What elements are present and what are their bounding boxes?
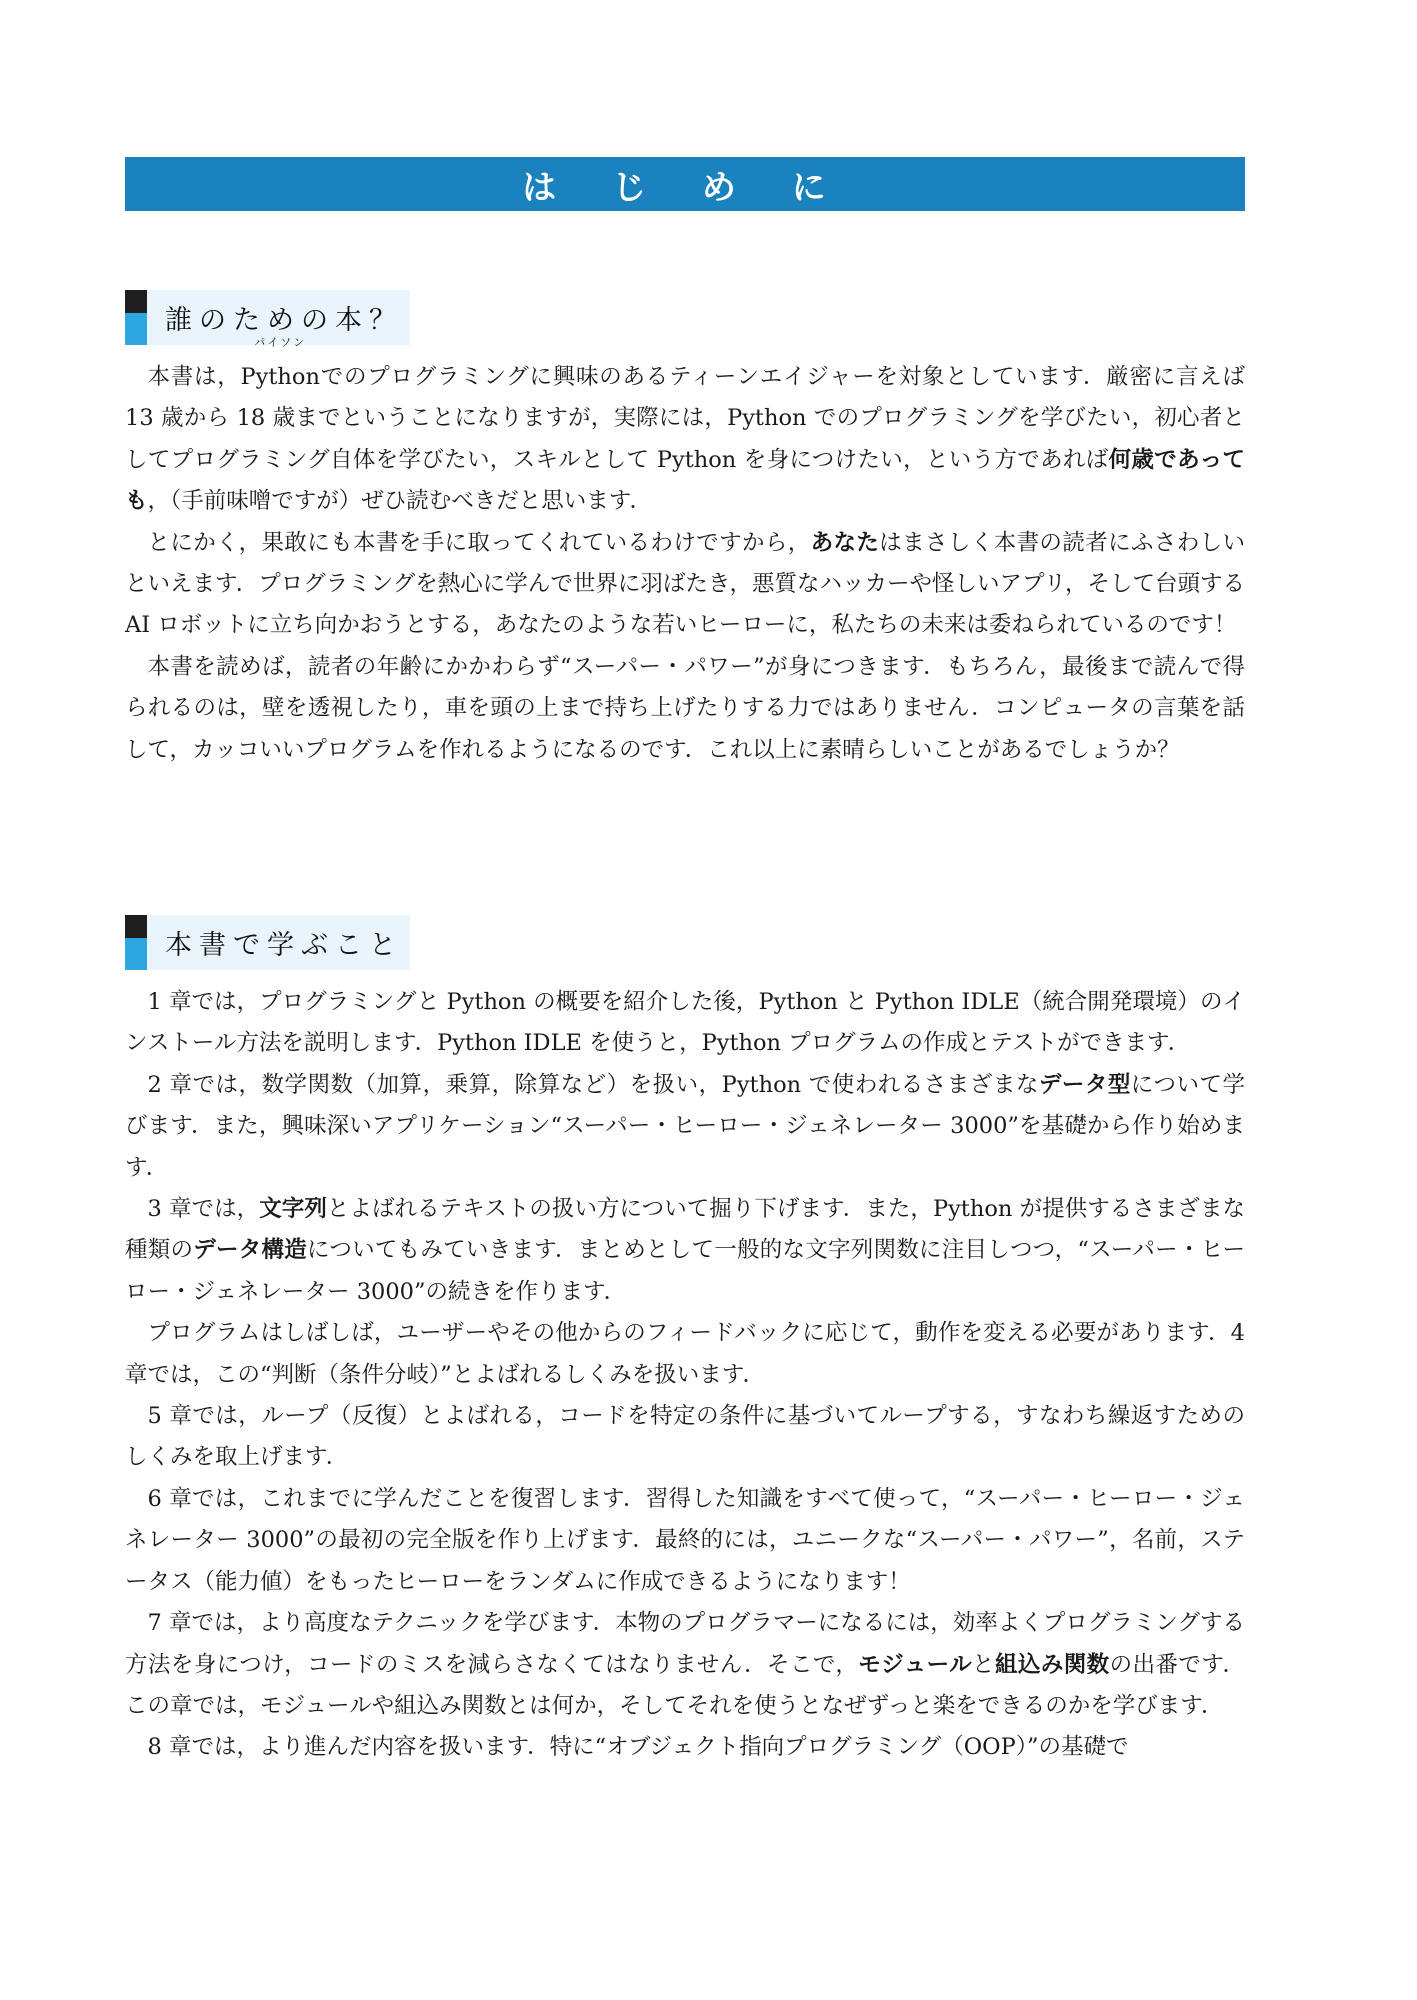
page-title-banner [125,157,1245,211]
paragraph: プログラムはしばしば，ユーザーやその他からのフィードバックに応じて，動作を変える必要があります．4 章では，この“判断（条件分岐）”とよばれるしくみを扱います． [125,1320,1245,1388]
section-heading-text: 本書で学ぶこと [165,930,403,961]
heading-marker [125,915,147,970]
section-body [125,336,1245,771]
emphasis: データ構造 [193,1237,308,1264]
paragraph: 1 章では，プログラミングと Python の概要を紹介した後，Python と Python IDLE（統合開発環境）のインストール方法を説明します．Python IDLE を使うと，Python プログラムの作成とテストができます． [125,989,1245,1057]
section-body [125,982,1245,1769]
section-who-is-this-for [125,290,1245,771]
heading-marker [125,290,147,345]
furigana: パイソン [254,336,307,349]
paragraph: 5 章では，ループ（反復）とよばれる，コードを特定の条件に基づいてループする，すなわち繰返すためのしくみを取上げます． [125,1403,1245,1471]
emphasis: 組込み関数 [994,1651,1110,1678]
paragraph: 6 章では，これまでに学んだことを復習します．習得した知識をすべて使って，“スーパー・ヒーロー・ジェネレーター 3000”の最初の完全版を作り上げます．最終的には，ユニークな“スーパー・パワー”，名前，ステータス（能力値）をもったヒーローをランダムに作成できるようになります！ [125,1485,1245,1595]
emphasis: 何歳であっても [125,446,1245,515]
emphasis: データ型 [1038,1071,1131,1098]
python-ruby: パイソン Python [240,336,320,390]
paragraph: 8 章では，より進んだ内容を扱います．特に“オブジェクト指向プログラミング（OOP）”の基礎で [147,1734,1129,1761]
section-heading [125,915,410,970]
paragraph: 2 章では，数学関数（加算，乗算，除算など）を扱い，Python で使われるさまざまなデータ型について学びます．また，興味深いアプリケーション“スーパー・ヒーロー・ジェネレーター 3000”を基礎から作り始めます． [125,1071,1245,1181]
paragraph: 本書を読めば，読者の年齢にかかわらず“スーパー・パワー”が身につきます．もちろん，最後まで読んで得られるのは，壁を透視したり，車を頭の上まで持ち上げたりする力ではありません．コンピュータの言葉を話して，カッコいいプログラムを作れるようになるのです．これ以上に素晴らしいことがあるでしょうか？ [125,653,1245,763]
paragraph: 7 章では，より高度なテクニックを学びます．本物のプログラマーになるには，効率よくプログラミングする方法を身につけ，コードのミスを減らさなくてはなりません．そこで，モジュールと組込み関数の出番です．この章では，モジュールや組込み関数とは何か，そしてそれを使うとなぜずっと楽をできるのかを学びます． [125,1610,1245,1719]
paragraph: 本書は， パイソン Pythonでのプログラミングに興味のあるティーンエイジャーを対象としています．厳密に言えば 13 歳から 18 歳までということになりますが，実際には，Python でのプログラミングを学びたい，初心者としてプログラミング自体を学びたい，スキルとして Python を身につけたい，という方であれば何歳であっても，（手前味噌ですが）ぜひ読むべきだと思います． [125,336,1245,515]
emphasis: あなた [810,529,880,556]
section-what-you-learn [125,915,1245,1769]
emphasis: 文字列 [259,1196,327,1223]
paragraph: とにかく，果敢にも本書を手に取ってくれているわけですから，あなたはまさしく本書の読者にふさわしいといえます．プログラミングを熱心に学んで世界に羽ばたき，悪質なハッカーや怪しいアプリ，そして台頭する AI ロボットに立ち向かおうとする，あなたのような若いヒーローに，私たちの未来は委ねられているのです！ [125,529,1245,639]
emphasis: モジュール [858,1651,973,1678]
page-title: は じ め に [522,167,848,208]
paragraph: 3 章では，文字列とよばれるテキストの扱い方について掘り下げます．また，Python が提供するさまざまな種類のデータ構造についてもみていきます．まとめとして一般的な文字列関数に注目しつつ，“スーパー・ヒーロー・ジェネレーター 3000”の続きを作ります． [125,1196,1246,1305]
section-heading-text: 誰のための本？ [165,305,403,336]
